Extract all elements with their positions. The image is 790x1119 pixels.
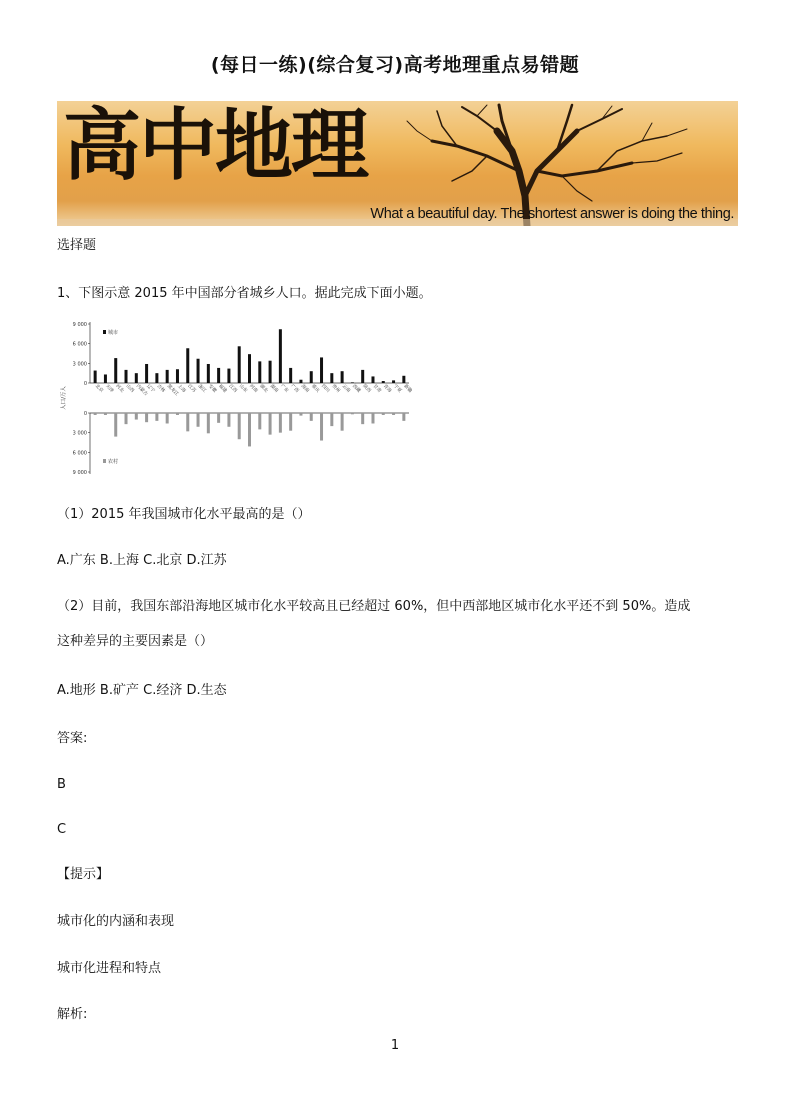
x-tick-label: 云南 [340,383,351,394]
x-tick-label: 宁夏 [392,383,403,394]
bar-urban-1 [104,374,107,383]
bar-urban-17 [269,361,272,383]
page-number: 1 [390,1038,400,1053]
bar-rural-3 [125,413,128,424]
bar-rural-14 [238,413,241,439]
bar-rural-13 [227,413,230,427]
bar-urban-12 [217,368,220,383]
x-tick-label: 安徽 [206,383,217,394]
bar-urban-30 [402,376,405,383]
bar-rural-16 [258,413,261,429]
bar-rural-12 [217,413,220,423]
bar-rural-1 [104,413,107,415]
y-axis-label: 人口/万人 [61,386,67,410]
header-banner [57,101,738,226]
bar-urban-3 [125,370,128,383]
x-tick-label: 内蒙古 [134,383,149,398]
bar-urban-20 [299,380,302,383]
bar-rural-5 [145,413,148,422]
y-tick-label-lower: 9 000 [72,470,87,476]
sub-question-1-options: A.广东 B.上海 C.北京 D.江苏 [57,553,227,568]
answer-label: 答案: [57,731,88,746]
bar-rural-22 [320,413,323,441]
bar-rural-24 [341,413,344,431]
bar-rural-20 [299,413,302,416]
bar-urban-7 [166,370,169,383]
x-tick-label: 青海 [381,383,392,394]
bar-urban-10 [197,359,200,383]
sub-question-2-line-2: 这种差异的主要因素是（） [57,634,214,649]
bar-rural-28 [382,413,385,415]
x-tick-label: 浙江 [196,383,207,394]
question-1-intro: 1、下图示意 2015 年中国部分省城乡人口。据此完成下面小题。 [57,286,432,301]
legend-swatch-urban [103,330,106,334]
x-tick-label: 吉林 [155,383,166,394]
x-tick-label: 广东 [278,383,289,394]
y-tick-label-lower: 6 000 [72,450,87,457]
x-tick-label: 甘肃 [371,383,382,394]
bar-rural-18 [279,413,282,433]
hint-label: 【提示】 [57,867,110,882]
y-tick-label-lower: 0 [83,411,87,417]
sub-question-2-line-1: （2）目前，我国东部沿海地区城市化水平较高且已经超过 60%，但中西部地区城市化水平还不到 50%。造成 [57,599,691,614]
x-tick-label: 新疆 [402,383,412,394]
bar-urban-21 [310,371,313,383]
bar-rural-21 [310,413,313,421]
x-tick-label: 湖北 [258,383,269,394]
population-bar-chart [57,316,412,481]
x-tick-label: 上海 [176,383,187,394]
bar-rural-15 [248,413,251,446]
sub-question-2-options: A.地形 B.矿产 C.经济 D.生态 [57,683,227,698]
banner-slogan: What a beautiful day. The shortest answer is doing the thing. [370,206,734,222]
x-tick-label: 福建 [217,383,228,394]
bar-rural-4 [135,413,138,420]
bar-urban-29 [392,380,395,383]
bar-urban-16 [258,361,261,383]
x-tick-label: 陕西 [361,383,372,394]
bar-rural-7 [166,413,169,423]
x-tick-label: 重庆 [309,383,320,394]
bar-urban-23 [330,373,333,383]
document-title: (每日一练)(综合复习)高考地理重点易错题 [210,54,580,76]
legend-label-rural: 农村 [108,459,119,465]
bar-urban-2 [114,358,117,383]
hint-topic-2: 城市化进程和特点 [57,961,162,976]
bar-rural-25 [351,413,354,414]
x-tick-label: 广西 [289,383,300,394]
bar-rural-17 [269,413,272,435]
bar-urban-13 [227,369,230,383]
x-tick-label: 山东 [237,383,248,394]
bar-rural-10 [197,413,200,427]
x-tick-label: 海南 [299,383,310,394]
x-tick-label: 山西 [124,383,135,394]
bar-urban-4 [135,373,138,383]
bar-urban-19 [289,368,292,383]
x-tick-label: 西藏 [350,383,362,394]
x-tick-label: 河南 [248,383,259,394]
bar-rural-27 [371,413,374,423]
x-tick-label: 四川 [320,383,331,394]
legend-swatch-rural [103,459,106,463]
bar-urban-15 [248,354,251,383]
x-tick-label: 北京 [93,383,104,394]
bar-rural-0 [94,413,97,415]
bar-urban-28 [382,381,385,383]
section-heading: 选择题 [57,238,97,253]
legend-label-urban: 城市 [108,330,119,336]
x-tick-label: 江西 [227,383,238,394]
bar-urban-8 [176,369,179,383]
bar-urban-24 [341,371,344,383]
x-tick-label: 湖南 [268,383,279,394]
x-tick-label: 天津 [104,383,115,394]
bar-urban-6 [155,373,158,383]
hint-topic-1: 城市化的内涵和表现 [57,914,175,929]
bar-rural-29 [392,413,395,415]
x-tick-label: 黑龙江 [165,383,180,398]
answer-2: C [57,822,67,837]
x-tick-label: 河北 [114,383,125,394]
bar-rural-11 [207,413,210,433]
bar-urban-0 [94,371,97,383]
bar-rural-26 [361,413,364,424]
bar-urban-18 [279,329,282,383]
y-tick-label-upper: 3 000 [72,361,87,368]
banner-heading: 高中地理 [63,101,368,191]
sub-question-1: （1）2015 年我国城市化水平最高的是（） [57,507,311,522]
x-tick-label: 江苏 [186,383,197,394]
x-tick-label: 辽宁 [145,383,156,394]
analysis-label: 解析: [57,1007,88,1022]
bar-urban-11 [207,364,210,383]
answer-1: B [57,777,66,792]
bar-rural-23 [330,413,333,426]
x-tick-label: 贵州 [330,383,341,394]
y-tick-label-upper: 9 000 [72,322,87,328]
bar-urban-25 [351,382,354,383]
bar-rural-30 [402,413,405,421]
bar-rural-6 [155,413,158,421]
bar-urban-26 [361,370,364,383]
y-tick-label-upper: 0 [83,381,87,387]
bar-urban-14 [238,346,241,383]
bar-rural-2 [114,413,117,437]
bar-urban-22 [320,357,323,383]
y-tick-label-upper: 6 000 [72,341,87,348]
bar-urban-27 [371,376,374,383]
bar-rural-9 [186,413,189,431]
y-tick-label-lower: 3 000 [72,430,87,437]
bar-rural-8 [176,413,179,415]
bar-urban-9 [186,348,189,383]
bar-urban-5 [145,364,148,383]
bar-rural-19 [289,413,292,431]
